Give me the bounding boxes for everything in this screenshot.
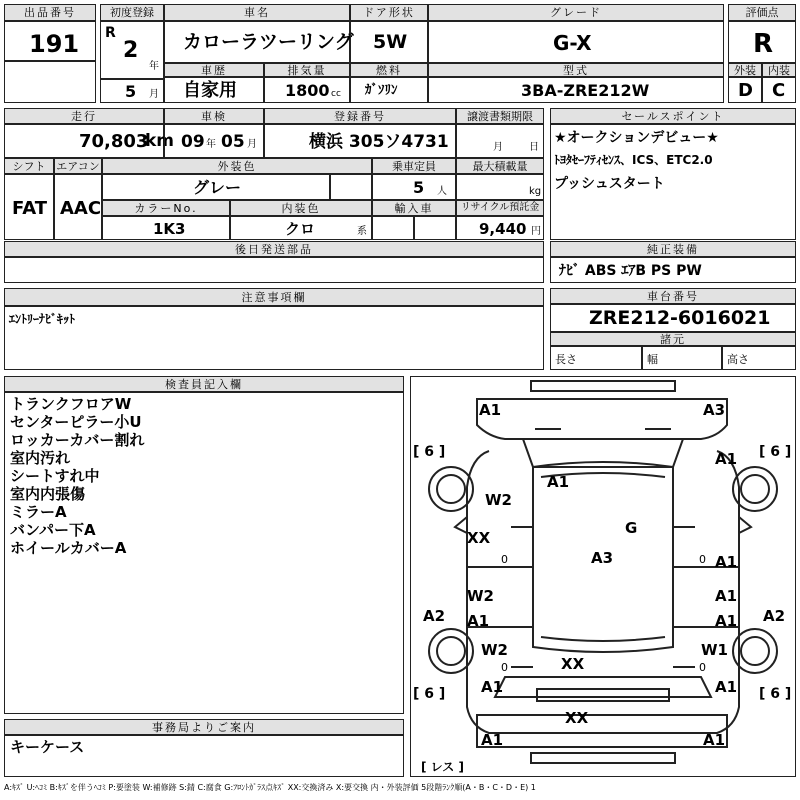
damage-mark: A2 bbox=[763, 607, 786, 625]
interior-score-cell bbox=[762, 77, 796, 103]
mileage-cell bbox=[4, 124, 175, 158]
score-label: 評価点 bbox=[728, 4, 796, 21]
max-load-cell bbox=[456, 174, 544, 200]
doc-day-unit: 日 bbox=[529, 142, 539, 153]
import-cell-1 bbox=[372, 216, 414, 240]
inspection-month: 05 bbox=[221, 132, 245, 152]
grade-cell bbox=[428, 21, 724, 63]
inspection-year-unit: 年 bbox=[206, 139, 216, 150]
inspector-note: シートすれ中 bbox=[10, 467, 100, 485]
damage-mark: W2 bbox=[481, 641, 508, 659]
grade: G-X bbox=[553, 31, 592, 55]
inspector-note: ロッカーカバー割れ bbox=[10, 431, 145, 449]
office-box bbox=[4, 735, 404, 777]
aircon-cell bbox=[54, 174, 102, 240]
front-panel-shape bbox=[477, 399, 727, 439]
color-no-label: カラーNo. bbox=[102, 200, 230, 216]
load-unit: kg bbox=[529, 186, 542, 197]
equipment: ﾅﾋﾞ ABS ｴｱB PS PW bbox=[559, 263, 702, 279]
recycle-cell bbox=[456, 216, 544, 240]
damage-mark: XX bbox=[561, 655, 585, 673]
inspector-note: バンパー下A bbox=[10, 521, 96, 539]
office-note: キーケース bbox=[10, 738, 85, 756]
damage-mark: W2 bbox=[485, 491, 512, 509]
damage-mark: A1 bbox=[479, 401, 502, 419]
shift-label: シフト bbox=[4, 158, 54, 174]
damage-mark: A2 bbox=[423, 607, 446, 625]
height-label: 高さ bbox=[727, 353, 749, 366]
rear-spoiler-shape bbox=[537, 689, 669, 701]
exterior-score: D bbox=[738, 80, 753, 101]
shift: FAT bbox=[12, 198, 48, 219]
recycle-fee: 9,440 bbox=[479, 220, 527, 238]
exterior-score-label: 外装 bbox=[728, 63, 762, 77]
plate-label: 登録番号 bbox=[264, 108, 456, 124]
lot-blank-cell bbox=[4, 61, 96, 103]
doc-month-unit: 月 bbox=[493, 142, 503, 153]
inspector-note: トランクフロアW bbox=[10, 395, 132, 413]
exterior-color-label: 外装色 bbox=[102, 158, 372, 174]
damage-mark: W1 bbox=[701, 641, 728, 659]
mileage: 70,803 bbox=[79, 131, 149, 152]
zero-mark: 0 bbox=[501, 553, 508, 566]
dims-label: 諸元 bbox=[550, 332, 796, 346]
damage-mark: A1 bbox=[481, 731, 504, 749]
interior-score: C bbox=[772, 80, 786, 101]
selling-point-1: ★オークションデビュー★ bbox=[554, 130, 719, 146]
exterior-color-cell bbox=[102, 174, 330, 200]
car-name-cell bbox=[164, 21, 354, 63]
model-cell bbox=[428, 77, 724, 103]
length-label: 長さ bbox=[555, 353, 577, 366]
chassis-label: 車台番号 bbox=[550, 288, 796, 304]
capacity-label: 乗車定員 bbox=[372, 158, 456, 174]
inspector-note: 室内汚れ bbox=[10, 449, 71, 467]
equipment-label: 純正装備 bbox=[550, 241, 796, 257]
damage-mark: A1 bbox=[715, 678, 738, 696]
notes-label: 注意事項欄 bbox=[4, 288, 544, 306]
interior-score-label: 内装 bbox=[762, 63, 796, 77]
inspection-cell bbox=[164, 124, 264, 158]
import-cell-2 bbox=[414, 216, 456, 240]
selling-points-box bbox=[550, 124, 796, 240]
inspector-label: 検査員記入欄 bbox=[4, 376, 404, 392]
first-registration-label: 初度登録 bbox=[100, 4, 164, 21]
rear-bumper-shape bbox=[531, 753, 675, 763]
office-label: 事務局よりご案内 bbox=[4, 719, 404, 735]
inspector-notes-box bbox=[4, 392, 404, 714]
damage-mark: A1 bbox=[715, 450, 738, 468]
capacity-cell bbox=[372, 174, 456, 200]
inspection-year: 09 bbox=[181, 132, 205, 152]
exterior-color-extra-cell bbox=[330, 174, 372, 200]
reg-month: 5 bbox=[125, 82, 137, 101]
interior-color: クロ bbox=[285, 220, 316, 238]
damage-mark: A1 bbox=[547, 473, 570, 491]
shift-cell bbox=[4, 174, 54, 240]
reg-month-cell bbox=[100, 79, 164, 103]
selling-points-label: セールスポイント bbox=[550, 108, 796, 124]
aircon-label: エアコン bbox=[54, 158, 102, 174]
car-condition-diagram bbox=[411, 377, 795, 776]
history-label: 車歴 bbox=[164, 63, 264, 77]
exterior-color: グレー bbox=[193, 178, 242, 197]
color-number: 1K3 bbox=[153, 220, 186, 238]
chassis-number: ZRE212-6016021 bbox=[589, 307, 771, 329]
later-parts-cell bbox=[4, 257, 544, 283]
displacement: 1800 bbox=[285, 81, 330, 100]
tire-depth-mark: [ 6 ] bbox=[759, 444, 792, 460]
damage-mark: W2 bbox=[467, 587, 494, 605]
reg-year: 2 bbox=[123, 38, 139, 63]
lot-number-label: 出品番号 bbox=[4, 4, 96, 21]
selling-point-3: プッシュスタート bbox=[554, 176, 665, 192]
grade-label: グレード bbox=[428, 4, 724, 21]
tire-depth-mark: [ 6 ] bbox=[759, 686, 792, 702]
interior-color-cell bbox=[230, 216, 372, 240]
inspector-note: ホイールカバーA bbox=[10, 539, 127, 557]
door-cell bbox=[350, 21, 428, 63]
recycle-label: リサイクル預託金 bbox=[456, 200, 544, 216]
km-unit: km bbox=[145, 131, 175, 151]
damage-mark: A1 bbox=[715, 553, 738, 571]
displacement-cell bbox=[264, 77, 350, 103]
tire-depth-mark: [ 6 ] bbox=[413, 444, 446, 460]
damage-mark: XX bbox=[467, 529, 491, 547]
zero-mark: 0 bbox=[699, 661, 706, 674]
damage-mark: A1 bbox=[715, 587, 738, 605]
damage-mark: A1 bbox=[703, 731, 726, 749]
damage-mark: A1 bbox=[715, 612, 738, 630]
model-code: 3BA-ZRE212W bbox=[521, 81, 650, 100]
exterior-score-cell bbox=[728, 77, 762, 103]
later-parts-label: 後日発送部品 bbox=[4, 241, 544, 257]
front-bumper-shape bbox=[531, 381, 675, 391]
notes-box bbox=[4, 306, 544, 370]
inspector-note: ミラーA bbox=[10, 503, 67, 521]
chassis-cell bbox=[550, 304, 796, 332]
cc-unit: cc bbox=[331, 89, 341, 99]
spare-tire-mark: [ レス ] bbox=[421, 760, 464, 774]
inspector-note: センターピラー小U bbox=[10, 413, 142, 431]
tire-depth-mark: [ 6 ] bbox=[413, 686, 446, 702]
door-type: 5W bbox=[373, 31, 408, 53]
mileage-label: 走行 bbox=[4, 108, 164, 124]
zero-mark: 0 bbox=[699, 553, 706, 566]
max-load-label: 最大積載量 bbox=[456, 158, 544, 174]
condition-diagram-box bbox=[410, 376, 796, 777]
car-name-label: 車名 bbox=[164, 4, 350, 21]
damage-mark: A3 bbox=[703, 401, 726, 419]
selling-point-2: ﾄﾖﾀｾｰﾌﾃｨｾﾝｽ、ICS、ETC2.0 bbox=[554, 153, 713, 167]
score-cell bbox=[728, 21, 796, 63]
notes-text: ｴﾝﾄﾘｰﾅﾋﾞｷｯﾄ bbox=[9, 312, 76, 326]
aircon: AAC bbox=[60, 198, 102, 219]
capacity: 5 bbox=[413, 178, 425, 197]
damage-mark: A3 bbox=[591, 549, 614, 567]
era: R bbox=[105, 25, 116, 41]
inspection-month-unit: 月 bbox=[247, 139, 257, 150]
car-name: カローラツーリング bbox=[183, 31, 354, 53]
damage-mark: A1 bbox=[467, 612, 490, 630]
overall-score: R bbox=[753, 29, 774, 59]
length-cell bbox=[550, 346, 642, 370]
interior-color-label: 内装色 bbox=[230, 200, 372, 216]
fuel: ｶﾞｿﾘﾝ bbox=[365, 83, 398, 98]
rear-panel-shape bbox=[477, 715, 727, 747]
yen-unit: 円 bbox=[531, 226, 541, 237]
zero-mark: 0 bbox=[501, 661, 508, 674]
year-unit: 年 bbox=[149, 61, 159, 72]
width-label: 幅 bbox=[647, 353, 658, 366]
plate-cell bbox=[264, 124, 456, 158]
doc-deadline-cell bbox=[456, 124, 544, 158]
history: 自家用 bbox=[183, 80, 237, 101]
history-cell bbox=[164, 77, 264, 103]
damage-mark: A1 bbox=[481, 678, 504, 696]
interior-color-unit: 系 bbox=[357, 226, 367, 237]
width-cell bbox=[642, 346, 722, 370]
fuel-label: 燃料 bbox=[350, 63, 428, 77]
door-label: ドア形状 bbox=[350, 4, 428, 21]
damage-mark: G bbox=[625, 519, 638, 537]
rear-glass-shape bbox=[495, 677, 711, 697]
doc-deadline-label: 譲渡書類期限 bbox=[456, 108, 544, 124]
legend: A:ｷｽﾞ U:ﾍｺﾐ B:ｷｽﾞを伴うﾍｺﾐ P:要塗装 W:補修跡 S:錆 C:腐食 G:ﾌﾛﾝﾄｶﾞﾗｽ点ｷｽﾞ XX:交換済み X:要交換 内・外装評価 5段階ﾗﾝｸ順(A・B・C・D・E) 1 bbox=[4, 783, 536, 792]
capacity-unit: 人 bbox=[437, 186, 447, 197]
import-label: 輸入車 bbox=[372, 200, 456, 216]
lot-number: 191 bbox=[29, 30, 80, 58]
model-label: 型式 bbox=[428, 63, 724, 77]
inspector-note: 室内内張傷 bbox=[10, 485, 86, 503]
inspection-label: 車検 bbox=[164, 108, 264, 124]
lot-number-cell bbox=[4, 21, 96, 61]
plate-number: 横浜 305ソ4731 bbox=[309, 132, 449, 152]
height-cell bbox=[722, 346, 796, 370]
equipment-cell bbox=[550, 257, 796, 283]
first-registration-cell bbox=[100, 21, 164, 79]
fuel-cell bbox=[350, 77, 428, 103]
color-no-cell bbox=[102, 216, 230, 240]
month-unit: 月 bbox=[149, 89, 159, 100]
damage-mark: XX bbox=[565, 709, 589, 727]
displacement-label: 排気量 bbox=[264, 63, 350, 77]
